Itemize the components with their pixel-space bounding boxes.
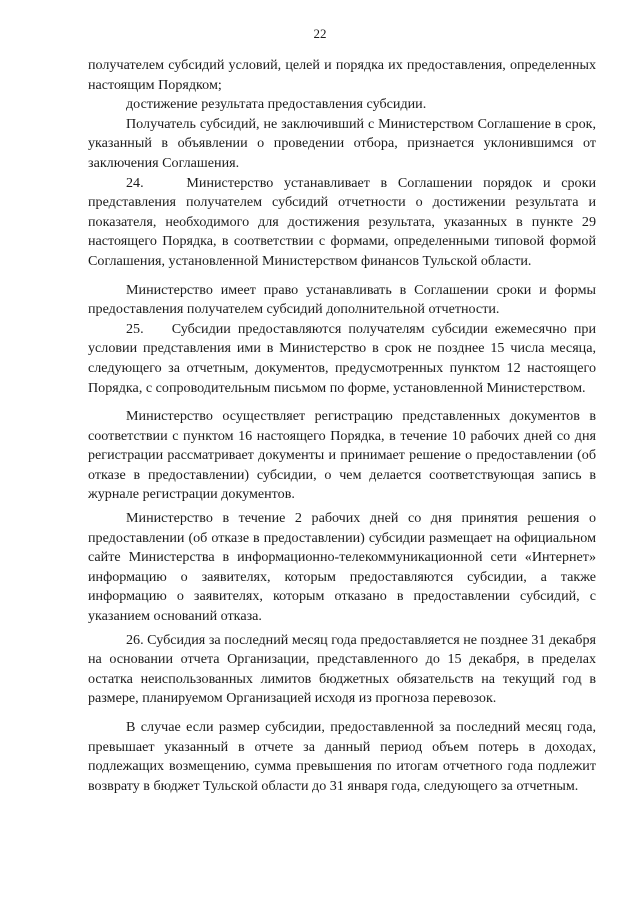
paragraph-clause-24: 24. Министерство устанавливает в Соглашении порядок и сроки представления получателем субсидий отчетности о достижении результата и показателя, необходимого для достижения результата, указанных в пункте 29 настоящего Порядка, в соответствии с формами, определенными типовой формой Соглашения, установленной Министерством финансов Тульской области. [88, 174, 596, 269]
paragraph: Получатель субсидий, не заключивший с Министерством Соглашение в срок, указанный в объявлении о проведении отбора, признается уклонившимся от заключения Соглашения. [88, 115, 596, 171]
paragraph: В случае если размер субсидии, предоставленной за последний месяц года, превышает указанный в отчете за данный период объем потерь в доходах, подлежащих возмещению, сумма превышения по итогам отчетного года подлежит возврату в бюджет Тульской области до 31 января года, следующего за отчетным. [88, 719, 596, 794]
paragraph-clause-25: 25. Субсидии предоставляются получателям субсидии ежемесячно при условии представления ими в Министерство в срок не позднее 15 числа месяца, следующего за отчетным, документов, предусмотренных пунктом 12 настоящего Порядка, с сопроводительным письмом по форме, установленной Министерством. [88, 320, 596, 396]
paragraph: Министерство имеет право устанавливать в Соглашении сроки и формы предоставления получателем субсидий дополнительной отчетности. [88, 281, 596, 318]
paragraph: Министерство осуществляет регистрацию представленных документов в соответствии с пунктом 16 настоящего Порядка, в течение 10 рабочих дней со дня регистрации рассматривает документы и принимает решение о предоставлении (об отказе в предоставлении) субсидии, о чем делается соответствующая запись в журнале регистрации документов. [88, 408, 596, 503]
paragraph-clause-26: 26. Субсидия за последний месяц года предоставляется не позднее 31 декабря на основании отчета Организации, представленного до 15 декабря, в пределах остатка неиспользованных лимитов бюджетных обязательств на текущий год в размере, планируемом Организацией исходя из прогноза перевозок. [88, 631, 596, 707]
page-number: 22 [313, 26, 327, 41]
paragraph: Министерство в течение 2 рабочих дней со дня принятия решения о предоставлении (об отказе в предоставлении) субсидии размещает на официальном сайте Министерства в информационно-телекоммуникационной сети «Интернет» информацию о заявителях, которым предоставляются субсидии, а также информацию о заявителях, которым отказано в предоставлении субсидий, с указанием оснований отказа. [88, 510, 596, 625]
paragraph: достижение результата предоставления субсидии. [126, 96, 427, 113]
paragraph: получателем субсидий условий, целей и порядка их предоставления, определенных настоящим Порядком; [88, 57, 596, 93]
document-body [88, 56, 596, 796]
